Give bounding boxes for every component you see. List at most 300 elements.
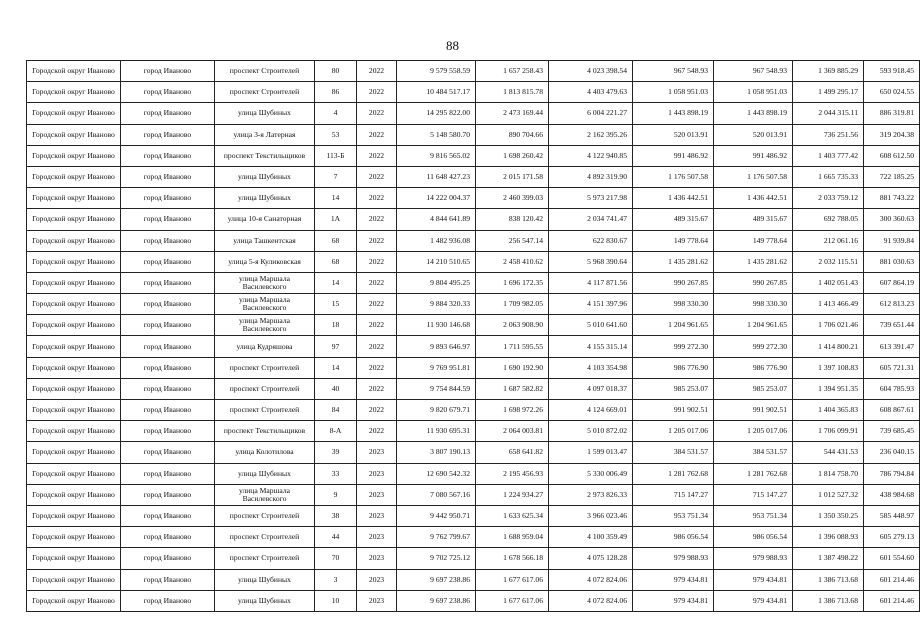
value-5-cell: 384 531.57 (714, 442, 793, 463)
settlement-cell: город Иваново (121, 230, 215, 251)
value-7-cell: 91 939.84 (864, 230, 920, 251)
municipality-cell: Городской округ Иваново (27, 442, 121, 463)
value-7-cell: 612 813.23 (864, 294, 920, 315)
settlement-cell: город Иваново (121, 209, 215, 230)
value-5-cell: 990 267.85 (714, 272, 793, 293)
value-6-cell: 544 431.53 (793, 442, 864, 463)
value-3-cell: 4 117 871.56 (549, 272, 633, 293)
house-number-cell: 86 (315, 82, 357, 103)
value-5-cell: 1 435 281.62 (714, 251, 793, 272)
value-7-cell: 236 040.15 (864, 442, 920, 463)
value-3-cell: 4 892 319.90 (549, 166, 633, 187)
value-2-cell: 2 015 171.58 (476, 166, 549, 187)
value-2-cell: 1 711 595.55 (476, 336, 549, 357)
house-number-cell: 84 (315, 400, 357, 421)
value-2-cell: 1 224 934.27 (476, 484, 549, 505)
municipality-cell: Городской округ Иваново (27, 124, 121, 145)
value-6-cell: 1 499 295.17 (793, 82, 864, 103)
settlement-cell: город Иваново (121, 590, 215, 611)
value-2-cell: 1 688 959.04 (476, 527, 549, 548)
house-number-cell: 70 (315, 548, 357, 569)
value-5-cell: 953 751.34 (714, 505, 793, 526)
settlement-cell: город Иваново (121, 569, 215, 590)
value-2-cell: 256 547.14 (476, 230, 549, 251)
total-cost-cell: 9 754 844.59 (397, 378, 476, 399)
year-cell: 2022 (357, 166, 397, 187)
value-5-cell: 991 486.92 (714, 145, 793, 166)
street-cell: улица Шубиных (215, 569, 315, 590)
value-2-cell: 1 677 617.06 (476, 590, 549, 611)
house-number-cell: 97 (315, 336, 357, 357)
total-cost-cell: 9 804 495.25 (397, 272, 476, 293)
house-number-cell: 80 (315, 61, 357, 82)
value-7-cell: 786 794.84 (864, 463, 920, 484)
house-number-cell: 33 (315, 463, 357, 484)
street-cell: проспект Строителей (215, 61, 315, 82)
total-cost-cell: 9 762 799.67 (397, 527, 476, 548)
year-cell: 2023 (357, 590, 397, 611)
year-cell: 2022 (357, 209, 397, 230)
value-3-cell: 2 034 741.47 (549, 209, 633, 230)
table-row (27, 188, 920, 209)
value-3-cell: 5 010 641.60 (549, 315, 633, 336)
municipality-cell: Городской округ Иваново (27, 527, 121, 548)
value-5-cell: 991 902.51 (714, 400, 793, 421)
settlement-cell: город Иваново (121, 166, 215, 187)
total-cost-cell: 9 579 558.59 (397, 61, 476, 82)
total-cost-cell: 11 648 427.23 (397, 166, 476, 187)
value-6-cell: 1 665 735.33 (793, 166, 864, 187)
settlement-cell: город Иваново (121, 527, 215, 548)
year-cell: 2023 (357, 442, 397, 463)
value-7-cell: 593 918.45 (864, 61, 920, 82)
value-6-cell: 1 414 800.21 (793, 336, 864, 357)
house-number-cell: 14 (315, 357, 357, 378)
total-cost-cell: 5 148 580.70 (397, 124, 476, 145)
municipality-cell: Городской округ Иваново (27, 484, 121, 505)
municipality-cell: Городской округ Иваново (27, 82, 121, 103)
value-4-cell: 1 435 281.62 (633, 251, 714, 272)
settlement-cell: город Иваново (121, 188, 215, 209)
table-row (27, 421, 920, 442)
value-4-cell: 979 988.93 (633, 548, 714, 569)
municipality-cell: Городской округ Иваново (27, 463, 121, 484)
house-number-cell: 1А (315, 209, 357, 230)
value-4-cell: 1 436 442.51 (633, 188, 714, 209)
year-cell: 2023 (357, 527, 397, 548)
value-7-cell: 739 685.45 (864, 421, 920, 442)
value-3-cell: 4 072 824.06 (549, 569, 633, 590)
value-6-cell: 2 032 115.51 (793, 251, 864, 272)
municipality-cell: Городской округ Иваново (27, 400, 121, 421)
value-5-cell: 985 253.07 (714, 378, 793, 399)
value-4-cell: 986 056.54 (633, 527, 714, 548)
value-6-cell: 1 012 527.32 (793, 484, 864, 505)
value-7-cell: 605 279.13 (864, 527, 920, 548)
value-6-cell: 212 061.16 (793, 230, 864, 251)
value-4-cell: 991 902.51 (633, 400, 714, 421)
table-row (27, 400, 920, 421)
municipality-cell: Городской округ Иваново (27, 357, 121, 378)
value-2-cell: 2 064 003.81 (476, 421, 549, 442)
value-3-cell: 622 830.67 (549, 230, 633, 251)
value-7-cell: 604 785.93 (864, 378, 920, 399)
year-cell: 2023 (357, 463, 397, 484)
year-cell: 2022 (357, 357, 397, 378)
municipality-cell: Городской округ Иваново (27, 61, 121, 82)
total-cost-cell: 10 484 517.17 (397, 82, 476, 103)
house-number-cell: 44 (315, 527, 357, 548)
value-4-cell: 1 058 951.03 (633, 82, 714, 103)
year-cell: 2022 (357, 82, 397, 103)
year-cell: 2022 (357, 251, 397, 272)
street-cell: проспект Строителей (215, 505, 315, 526)
value-7-cell: 605 721.31 (864, 357, 920, 378)
value-7-cell: 881 743.22 (864, 188, 920, 209)
street-cell: улица Шубиных (215, 166, 315, 187)
value-2-cell: 1 677 617.06 (476, 569, 549, 590)
house-number-cell: 10 (315, 590, 357, 611)
house-number-cell: 40 (315, 378, 357, 399)
municipality-cell: Городской округ Иваново (27, 145, 121, 166)
table-row (27, 103, 920, 124)
value-4-cell: 1 176 507.58 (633, 166, 714, 187)
municipality-cell: Городской округ Иваново (27, 548, 121, 569)
value-6-cell: 1 706 099.91 (793, 421, 864, 442)
table-body (27, 61, 920, 612)
year-cell: 2023 (357, 505, 397, 526)
value-7-cell: 438 984.68 (864, 484, 920, 505)
settlement-cell: город Иваново (121, 61, 215, 82)
value-7-cell: 886 319.81 (864, 103, 920, 124)
table-row (27, 590, 920, 611)
year-cell: 2022 (357, 294, 397, 315)
street-cell: улица 10-я Санаторная (215, 209, 315, 230)
year-cell: 2022 (357, 103, 397, 124)
value-7-cell: 608 612.50 (864, 145, 920, 166)
value-7-cell: 739 651.44 (864, 315, 920, 336)
table-row (27, 61, 920, 82)
value-5-cell: 1 443 898.19 (714, 103, 793, 124)
house-number-cell: 68 (315, 251, 357, 272)
value-5-cell: 979 434.81 (714, 569, 793, 590)
value-4-cell: 979 434.81 (633, 569, 714, 590)
value-7-cell: 601 214.46 (864, 590, 920, 611)
street-cell: улица 5-я Куликовская (215, 251, 315, 272)
table-row (27, 230, 920, 251)
value-5-cell: 986 056.54 (714, 527, 793, 548)
year-cell: 2022 (357, 145, 397, 166)
settlement-cell: город Иваново (121, 294, 215, 315)
table-row (27, 145, 920, 166)
year-cell: 2022 (357, 61, 397, 82)
year-cell: 2022 (357, 378, 397, 399)
table-row (27, 569, 920, 590)
value-7-cell: 319 204.38 (864, 124, 920, 145)
total-cost-cell: 11 930 146.68 (397, 315, 476, 336)
value-5-cell: 489 315.67 (714, 209, 793, 230)
house-number-cell: 8-А (315, 421, 357, 442)
municipality-cell: Городской округ Иваново (27, 103, 121, 124)
house-number-cell: 9 (315, 484, 357, 505)
year-cell: 2022 (357, 315, 397, 336)
value-5-cell: 1 436 442.51 (714, 188, 793, 209)
year-cell: 2022 (357, 188, 397, 209)
value-2-cell: 1 696 172.35 (476, 272, 549, 293)
house-number-cell: 53 (315, 124, 357, 145)
street-cell: улица Маршала Василевского (215, 272, 315, 293)
value-4-cell: 520 013.91 (633, 124, 714, 145)
street-cell: улица Шубиных (215, 103, 315, 124)
value-2-cell: 1 687 582.82 (476, 378, 549, 399)
table-row (27, 294, 920, 315)
table-row (27, 336, 920, 357)
house-number-cell: 14 (315, 272, 357, 293)
value-4-cell: 1 205 017.06 (633, 421, 714, 442)
total-cost-cell: 9 697 238.86 (397, 590, 476, 611)
total-cost-cell: 9 702 725.12 (397, 548, 476, 569)
total-cost-cell: 12 690 542.32 (397, 463, 476, 484)
value-5-cell: 998 330.30 (714, 294, 793, 315)
value-4-cell: 990 267.85 (633, 272, 714, 293)
municipality-cell: Городской округ Иваново (27, 294, 121, 315)
value-3-cell: 1 599 013.47 (549, 442, 633, 463)
street-cell: проспект Строителей (215, 400, 315, 421)
value-5-cell: 986 776.90 (714, 357, 793, 378)
settlement-cell: город Иваново (121, 463, 215, 484)
settlement-cell: город Иваново (121, 336, 215, 357)
value-7-cell: 722 185.25 (864, 166, 920, 187)
total-cost-cell: 4 844 641.89 (397, 209, 476, 230)
settlement-cell: город Иваново (121, 548, 215, 569)
value-3-cell: 6 004 221.27 (549, 103, 633, 124)
value-3-cell: 4 155 315.14 (549, 336, 633, 357)
table-row (27, 378, 920, 399)
value-2-cell: 2 458 410.62 (476, 251, 549, 272)
table-row (27, 357, 920, 378)
value-6-cell: 692 788.05 (793, 209, 864, 230)
municipality-cell: Городской округ Иваново (27, 272, 121, 293)
value-7-cell: 608 867.61 (864, 400, 920, 421)
settlement-cell: город Иваново (121, 272, 215, 293)
table-row (27, 505, 920, 526)
value-2-cell: 1 657 258.43 (476, 61, 549, 82)
value-2-cell: 2 473 169.44 (476, 103, 549, 124)
value-2-cell: 890 704.66 (476, 124, 549, 145)
total-cost-cell: 14 222 004.37 (397, 188, 476, 209)
table-row (27, 272, 920, 293)
data-table (26, 60, 920, 612)
value-2-cell: 838 120.42 (476, 209, 549, 230)
table-row (27, 315, 920, 336)
year-cell: 2023 (357, 548, 397, 569)
street-cell: проспект Текстильщиков (215, 145, 315, 166)
total-cost-cell: 9 442 950.71 (397, 505, 476, 526)
value-6-cell: 1 350 350.25 (793, 505, 864, 526)
value-4-cell: 986 776.90 (633, 357, 714, 378)
settlement-cell: город Иваново (121, 315, 215, 336)
street-cell: улица 3-я Латерная (215, 124, 315, 145)
value-6-cell: 1 386 713.68 (793, 590, 864, 611)
street-cell: проспект Строителей (215, 527, 315, 548)
value-4-cell: 967 548.93 (633, 61, 714, 82)
settlement-cell: город Иваново (121, 82, 215, 103)
year-cell: 2022 (357, 272, 397, 293)
value-3-cell: 4 023 398.54 (549, 61, 633, 82)
municipality-cell: Городской округ Иваново (27, 166, 121, 187)
value-2-cell: 1 698 260.42 (476, 145, 549, 166)
value-5-cell: 1 281 762.68 (714, 463, 793, 484)
table-row (27, 463, 920, 484)
value-6-cell: 1 814 758.70 (793, 463, 864, 484)
value-6-cell: 1 394 951.35 (793, 378, 864, 399)
settlement-cell: город Иваново (121, 145, 215, 166)
value-6-cell: 1 397 108.83 (793, 357, 864, 378)
year-cell: 2023 (357, 484, 397, 505)
municipality-cell: Городской округ Иваново (27, 251, 121, 272)
table-row (27, 442, 920, 463)
year-cell: 2022 (357, 336, 397, 357)
value-7-cell: 881 030.63 (864, 251, 920, 272)
total-cost-cell: 9 697 238.86 (397, 569, 476, 590)
total-cost-cell: 11 930 695.31 (397, 421, 476, 442)
value-3-cell: 4 122 940.85 (549, 145, 633, 166)
value-5-cell: 979 988.93 (714, 548, 793, 569)
value-3-cell: 4 103 354.98 (549, 357, 633, 378)
total-cost-cell: 14 210 510.65 (397, 251, 476, 272)
value-3-cell: 2 973 826.33 (549, 484, 633, 505)
value-6-cell: 2 044 315.11 (793, 103, 864, 124)
house-number-cell: 7 (315, 166, 357, 187)
value-5-cell: 979 434.81 (714, 590, 793, 611)
street-cell: улица Шубиных (215, 590, 315, 611)
house-number-cell: 39 (315, 442, 357, 463)
year-cell: 2023 (357, 569, 397, 590)
value-6-cell: 1 387 498.22 (793, 548, 864, 569)
value-6-cell: 1 369 885.29 (793, 61, 864, 82)
value-6-cell: 1 706 021.46 (793, 315, 864, 336)
value-5-cell: 715 147.27 (714, 484, 793, 505)
house-number-cell: 4 (315, 103, 357, 124)
year-cell: 2022 (357, 400, 397, 421)
value-5-cell: 967 548.93 (714, 61, 793, 82)
value-2-cell: 1 698 972.26 (476, 400, 549, 421)
street-cell: проспект Строителей (215, 548, 315, 569)
table-row (27, 527, 920, 548)
total-cost-cell: 3 807 190.13 (397, 442, 476, 463)
value-5-cell: 1 205 017.06 (714, 421, 793, 442)
table-row (27, 484, 920, 505)
value-4-cell: 999 272.30 (633, 336, 714, 357)
house-number-cell: 38 (315, 505, 357, 526)
value-3-cell: 5 330 006.49 (549, 463, 633, 484)
house-number-cell: 113-Б (315, 145, 357, 166)
value-7-cell: 613 391.47 (864, 336, 920, 357)
total-cost-cell: 14 295 822.00 (397, 103, 476, 124)
total-cost-cell: 9 769 951.81 (397, 357, 476, 378)
value-7-cell: 300 360.63 (864, 209, 920, 230)
value-2-cell: 1 813 815.78 (476, 82, 549, 103)
value-2-cell: 1 709 982.05 (476, 294, 549, 315)
settlement-cell: город Иваново (121, 484, 215, 505)
value-4-cell: 489 315.67 (633, 209, 714, 230)
settlement-cell: город Иваново (121, 505, 215, 526)
value-6-cell: 736 251.56 (793, 124, 864, 145)
municipality-cell: Городской округ Иваново (27, 378, 121, 399)
table-row (27, 124, 920, 145)
value-6-cell: 1 413 466.49 (793, 294, 864, 315)
total-cost-cell: 9 816 565.02 (397, 145, 476, 166)
value-6-cell: 1 404 365.83 (793, 400, 864, 421)
value-3-cell: 5 010 872.02 (549, 421, 633, 442)
total-cost-cell: 1 482 936.08 (397, 230, 476, 251)
total-cost-cell: 9 820 679.71 (397, 400, 476, 421)
value-6-cell: 1 402 051.43 (793, 272, 864, 293)
municipality-cell: Городской округ Иваново (27, 590, 121, 611)
street-cell: проспект Строителей (215, 82, 315, 103)
settlement-cell: город Иваново (121, 442, 215, 463)
table-row (27, 166, 920, 187)
value-7-cell: 601 554.60 (864, 548, 920, 569)
value-3-cell: 4 403 479.63 (549, 82, 633, 103)
street-cell: улица Колотилова (215, 442, 315, 463)
street-cell: улица Шубиных (215, 463, 315, 484)
house-number-cell: 3 (315, 569, 357, 590)
value-5-cell: 149 778.64 (714, 230, 793, 251)
year-cell: 2022 (357, 124, 397, 145)
value-6-cell: 2 033 759.12 (793, 188, 864, 209)
value-4-cell: 149 778.64 (633, 230, 714, 251)
value-5-cell: 1 204 961.65 (714, 315, 793, 336)
municipality-cell: Городской округ Иваново (27, 421, 121, 442)
street-cell: проспект Текстильщиков (215, 421, 315, 442)
value-7-cell: 601 214.46 (864, 569, 920, 590)
settlement-cell: город Иваново (121, 124, 215, 145)
value-2-cell: 1 633 625.34 (476, 505, 549, 526)
value-4-cell: 991 486.92 (633, 145, 714, 166)
table-row (27, 251, 920, 272)
house-number-cell: 18 (315, 315, 357, 336)
settlement-cell: город Иваново (121, 378, 215, 399)
settlement-cell: город Иваново (121, 400, 215, 421)
value-4-cell: 985 253.07 (633, 378, 714, 399)
value-4-cell: 953 751.34 (633, 505, 714, 526)
total-cost-cell: 9 893 646.97 (397, 336, 476, 357)
street-cell: улица Кудряшова (215, 336, 315, 357)
street-cell: улица Ташкентская (215, 230, 315, 251)
value-2-cell: 1 678 566.18 (476, 548, 549, 569)
value-6-cell: 1 403 777.42 (793, 145, 864, 166)
value-3-cell: 2 162 395.26 (549, 124, 633, 145)
street-cell: проспект Строителей (215, 378, 315, 399)
value-3-cell: 4 072 824.06 (549, 590, 633, 611)
value-5-cell: 1 176 507.58 (714, 166, 793, 187)
table-row (27, 209, 920, 230)
value-7-cell: 585 448.97 (864, 505, 920, 526)
value-2-cell: 2 195 456.93 (476, 463, 549, 484)
street-cell: проспект Строителей (215, 357, 315, 378)
value-5-cell: 520 013.91 (714, 124, 793, 145)
value-5-cell: 999 272.30 (714, 336, 793, 357)
street-cell: улица Маршала Василевского (215, 294, 315, 315)
municipality-cell: Городской округ Иваново (27, 505, 121, 526)
value-3-cell: 3 966 023.46 (549, 505, 633, 526)
settlement-cell: город Иваново (121, 103, 215, 124)
value-3-cell: 4 097 018.37 (549, 378, 633, 399)
value-4-cell: 1 204 961.65 (633, 315, 714, 336)
page-number: 88 (446, 38, 459, 53)
total-cost-cell: 9 884 320.33 (397, 294, 476, 315)
